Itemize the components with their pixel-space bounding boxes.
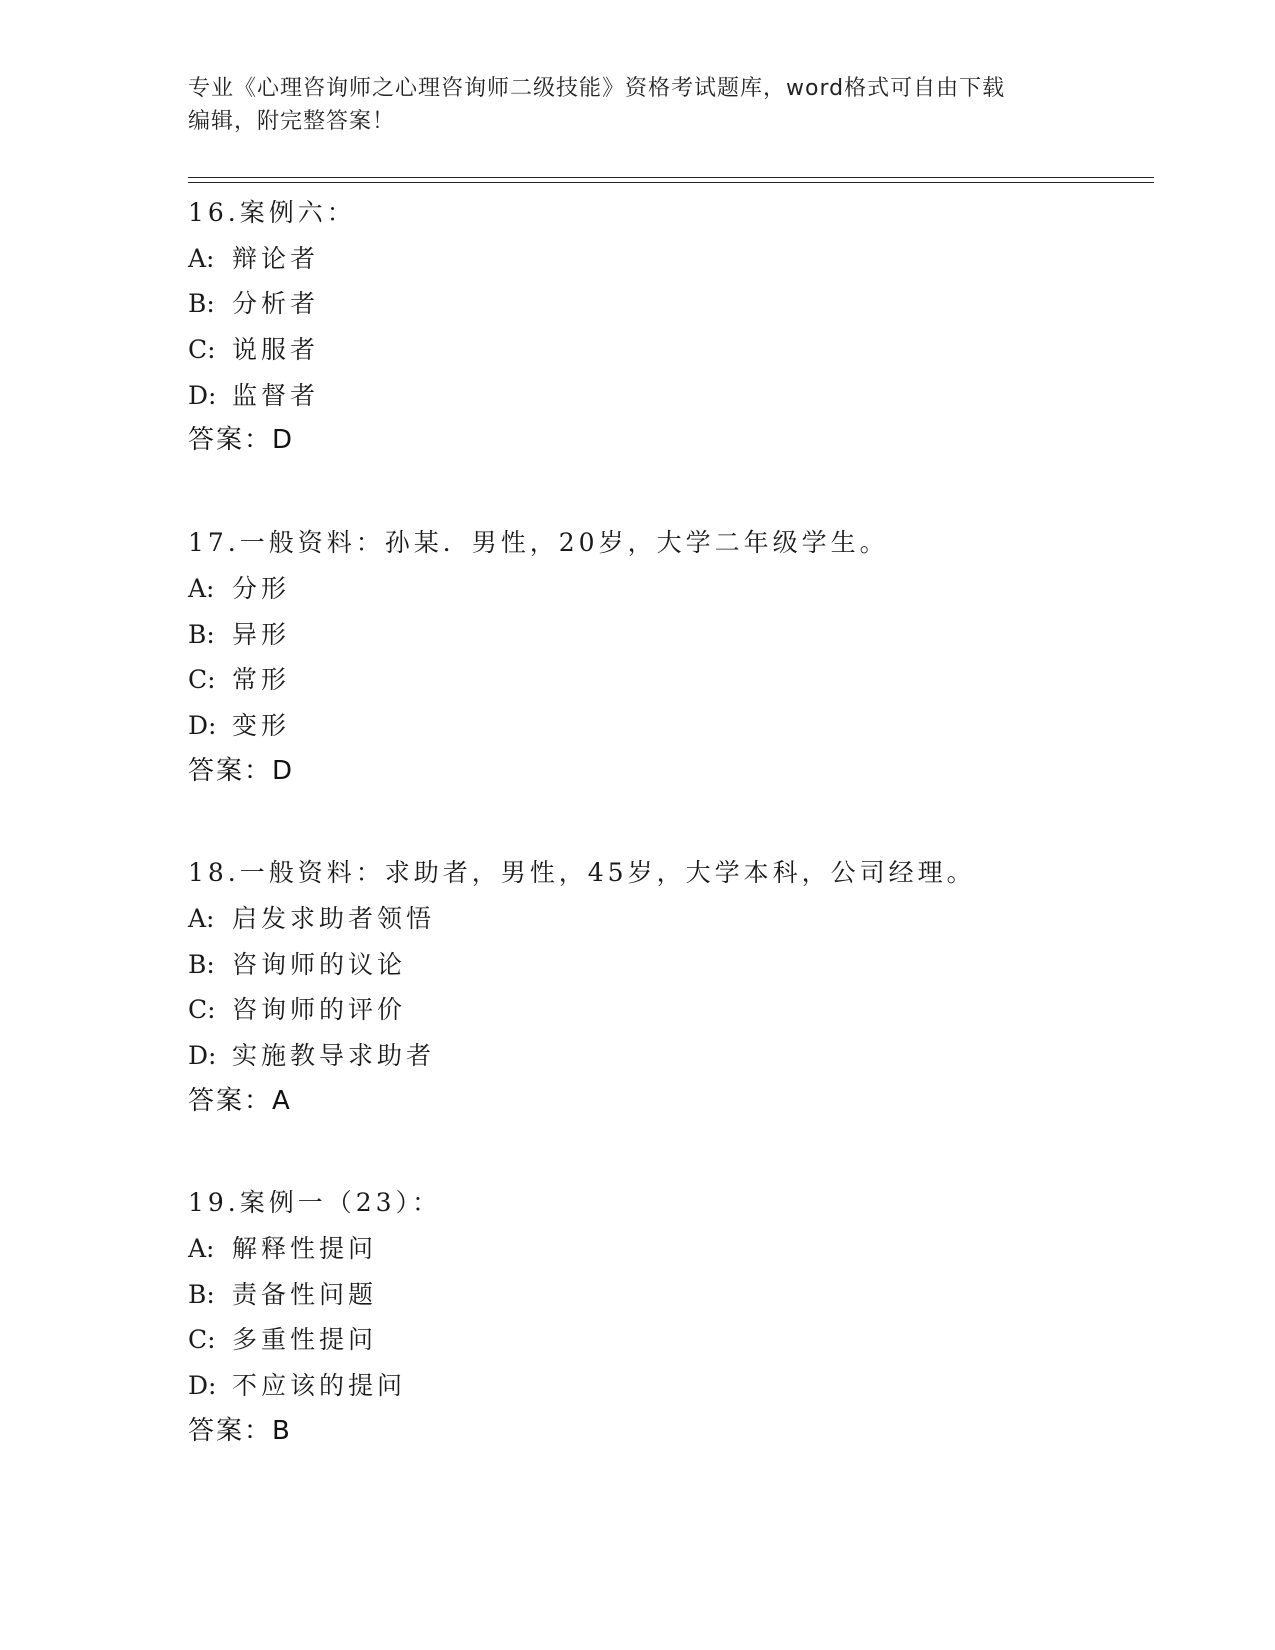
option-c (188, 987, 1154, 1033)
option-label: A: (188, 243, 215, 273)
option-text: 变形 (232, 710, 291, 740)
option-text: 责备性问题 (232, 1279, 378, 1309)
option-text: 解释性提问 (232, 1234, 378, 1264)
answer-line: 答案：D (188, 425, 295, 456)
question-18 (188, 850, 1154, 1124)
option-text: 咨询师的评价 (232, 995, 407, 1025)
header-divider-top (188, 177, 1154, 178)
question-list (188, 190, 1154, 1511)
answer-line: 答案：A (188, 1085, 292, 1116)
question-17 (188, 520, 1154, 794)
option-label: C: (188, 1325, 216, 1355)
option-c (188, 1317, 1154, 1363)
question-stem: 17.一般资料：孙某．男性，20岁，大学二年级学生。 (188, 528, 889, 558)
option-label: C: (188, 335, 216, 365)
header-divider-bottom (188, 182, 1154, 183)
answer-line: 答案：D (188, 755, 295, 786)
option-text: 多重性提问 (232, 1325, 378, 1355)
option-label: B: (188, 289, 215, 319)
option-a (188, 896, 1154, 942)
option-d (188, 1363, 1154, 1409)
option-text: 咨询师的议论 (232, 949, 407, 979)
option-a (188, 566, 1154, 612)
option-label: B: (188, 949, 215, 979)
option-b (188, 1272, 1154, 1318)
option-text: 分析者 (232, 289, 320, 319)
option-label: B: (188, 619, 215, 649)
option-label: C: (188, 665, 216, 695)
option-label: C: (188, 995, 216, 1025)
option-text: 分形 (232, 573, 291, 603)
option-label: B: (188, 1279, 215, 1309)
question-stem: 18.一般资料：求助者，男性，45岁，大学本科，公司经理。 (188, 858, 976, 888)
question-stem: 16.案例六： (188, 198, 356, 227)
option-text: 辩论者 (232, 243, 320, 273)
header-line-1: 专业《心理咨询师之心理咨询师二级技能》资格考试题库，word格式可自由下载 (188, 76, 1006, 101)
option-text: 启发求助者领悟 (232, 903, 436, 933)
option-label: D: (188, 710, 217, 740)
option-d (188, 1033, 1154, 1079)
option-label: A: (188, 903, 215, 933)
option-a (188, 1226, 1154, 1272)
option-c (188, 657, 1154, 703)
question-stem: 19.案例一（23）： (188, 1188, 442, 1218)
option-text: 监督者 (232, 380, 320, 410)
option-b (188, 281, 1154, 327)
option-text: 异形 (232, 619, 291, 649)
option-text: 实施教导求助者 (232, 1041, 436, 1070)
option-a (188, 236, 1154, 282)
option-b (188, 612, 1154, 658)
option-text: 常形 (232, 665, 291, 695)
option-label: A: (188, 573, 215, 603)
answer-line: 答案：B (188, 1415, 292, 1446)
option-c (188, 327, 1154, 373)
option-label: D: (188, 1041, 217, 1070)
option-label: A: (188, 1234, 215, 1264)
option-label: D: (188, 380, 217, 410)
question-19 (188, 1180, 1154, 1454)
document-header (188, 72, 1088, 138)
option-text: 说服者 (232, 335, 320, 365)
option-d (188, 703, 1154, 749)
option-b (188, 942, 1154, 988)
option-text: 不应该的提问 (232, 1371, 407, 1401)
question-16 (188, 190, 1154, 464)
option-d (188, 373, 1154, 419)
option-label: D: (188, 1371, 217, 1401)
header-line-2: 编辑，附完整答案！ (188, 109, 396, 134)
